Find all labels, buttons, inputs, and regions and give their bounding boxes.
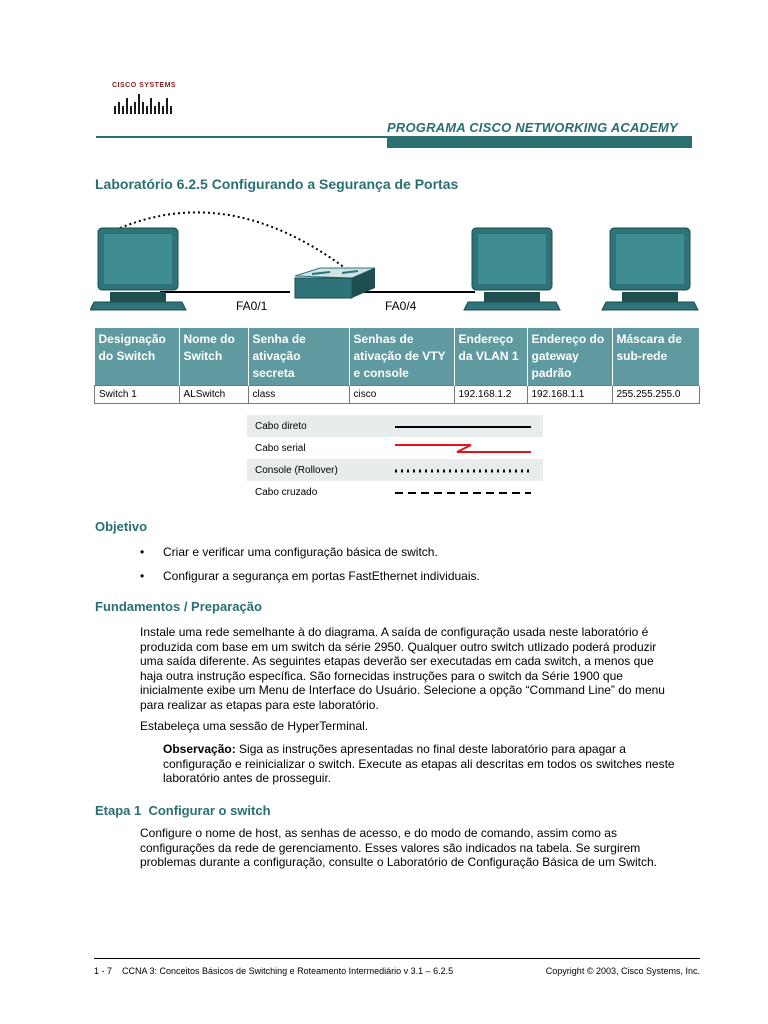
text-line: problemas durante a configuração, consulte o Laboratório de Configuração Básica de um Switch. — [140, 855, 657, 870]
legend-item — [247, 415, 543, 437]
table-header: Senhas de ativação de VTY e console — [349, 328, 454, 386]
cable-legend — [247, 415, 543, 503]
table-cell: cisco — [349, 386, 454, 404]
text-line: haja outra instrução específica. São fornecidas instruções para o switch da Série 1900 que — [140, 668, 623, 683]
hyperterminal-text: Estabeleça uma sessão de HyperTerminal. — [140, 719, 369, 733]
straight-cable-icon — [395, 425, 531, 429]
section-objetivo-title: Objetivo — [95, 519, 148, 534]
crossover-cable-icon — [395, 491, 531, 495]
objetivo-item: Criar e verificar uma configuração básica de switch. — [163, 545, 438, 559]
objetivo-item: Configurar a segurança em portas FastEthernet individuais. — [163, 569, 480, 583]
table-header: Endereço da VLAN 1 — [454, 328, 527, 386]
legend-item — [247, 437, 543, 459]
table-header: Designação do Switch — [95, 328, 180, 386]
text-line: Configure o nome de host, as senhas de acesso, e do modo de comando, assim como as — [140, 826, 617, 840]
legend-label: Cabo serial — [255, 442, 306, 454]
footer-copyright: Copyright © 2003, Cisco Systems, Inc. — [545, 966, 700, 976]
table-header: Nome do Switch — [179, 328, 248, 386]
text-line: uma saída diferente. As seguintes etapas deverão ser executadas em cada switch, a menos que — [140, 654, 654, 669]
pc-left-icon — [90, 228, 186, 310]
cisco-logo-text: CISCO SYSTEMS — [112, 82, 177, 89]
footer-divider — [94, 958, 700, 959]
text-line: Instale uma rede semelhante à do diagrama. A saída de configuração usada neste laboratório é — [140, 625, 649, 639]
table-cell: 192.168.1.2 — [454, 386, 527, 404]
table-header: Endereço do gateway padrão — [527, 328, 612, 386]
etapa1-paragraph — [140, 826, 700, 870]
table-header: Senha de ativação secreta — [248, 328, 349, 386]
text-line: laboratório antes de prosseguir. — [163, 771, 332, 786]
lab-title: Laboratório 6.2.5 Configurando a Segurança de Portas — [95, 176, 459, 192]
port-label-right: FA0/4 — [385, 299, 417, 313]
legend-label: Console (Rollover) — [255, 464, 338, 476]
switch-config-table — [94, 328, 700, 404]
rollover-cable-icon — [395, 469, 531, 473]
note-paragraph — [163, 742, 703, 786]
table-cell: 255.255.255.0 — [612, 386, 700, 404]
header-bar — [387, 138, 692, 148]
footer-left-text: 1 - 7 CCNA 3: Conceitos Básicos de Switching e Roteamento Intermediário v 3.1 – 6.2.5 — [94, 966, 454, 976]
text-line: Siga as instruções apresentadas no final deste laboratório para apagar a — [235, 742, 626, 756]
text-line: para realizar as etapas para este laboratório. — [140, 697, 379, 712]
table-cell: 192.168.1.1 — [527, 386, 612, 404]
program-title: PROGRAMA CISCO NETWORKING ACADEMY — [387, 120, 678, 135]
fundamentos-paragraph — [140, 625, 700, 713]
port-label-left: FA0/1 — [236, 299, 268, 313]
switch-icon — [295, 268, 375, 298]
pc-middle-icon — [464, 228, 560, 310]
legend-item — [247, 481, 543, 503]
text-line: inicialmente exibe um Menu de Interface do Usuário. Selecione a opção “Command Line” do menu — [140, 683, 665, 698]
cisco-logo-icon — [112, 92, 176, 116]
note-label: Observação: — [163, 742, 236, 756]
legend-item — [247, 459, 543, 481]
legend-label: Cabo direto — [255, 420, 307, 432]
serial-cable-icon — [395, 441, 531, 455]
table-cell: class — [248, 386, 349, 404]
text-line: configuração e reinicializar o switch. Execute as etapas ali descritas em todos os switches neste — [163, 756, 675, 771]
section-etapa1-title: Etapa 1 Configurar o switch — [95, 803, 271, 818]
text-line: configurações da rede de gerenciamento. Esses valores são indicados na tabela. Se surgirem — [140, 840, 641, 855]
table-cell: ALSwitch — [179, 386, 248, 404]
table-row — [95, 386, 700, 404]
text-line: produzida com base em um switch da série 2950. Qualquer outro switch utlizado poderá produzir — [140, 639, 657, 654]
network-diagram — [90, 198, 700, 323]
section-fundamentos-title: Fundamentos / Preparação — [95, 599, 262, 614]
bullet-icon: • — [140, 545, 145, 559]
pc-right-icon — [602, 228, 698, 310]
bullet-icon: • — [140, 569, 145, 583]
legend-label: Cabo cruzado — [255, 486, 318, 498]
table-header: Máscara de sub-rede — [612, 328, 700, 386]
table-cell: Switch 1 — [95, 386, 180, 404]
